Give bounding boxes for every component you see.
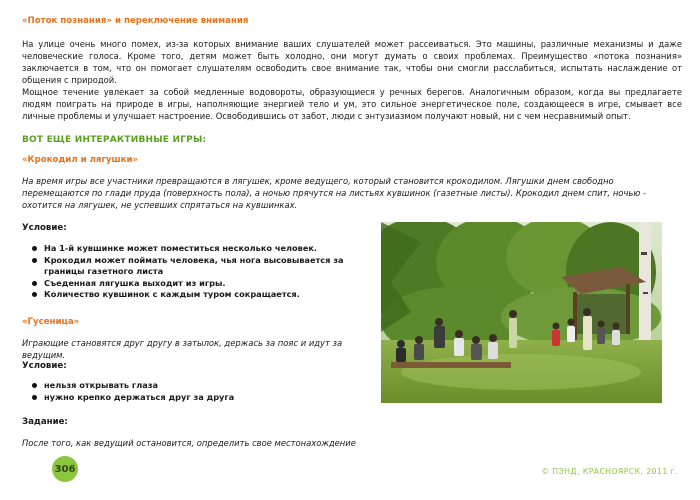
game1-conditions-label: Условие: <box>22 223 67 233</box>
page-number-badge: 306 <box>52 456 78 482</box>
paragraph-1-text: На улице очень много помех, из-за которых внимание ваших слушателей может рассеиваться. Это машины, различные механизмы и даже человеческие голоса. Кроме того, детям может быть холодно, они могут думать о своих проблемах. Преимущество «потока познания» заключается в том, что он помогает слушателям освободить свое внимание так, чтобы они смогли расслабиться, испытать наслаждение от общения с природой. <box>22 39 682 85</box>
condition-item: На 1-й кувшинке может поместиться несколько человек. <box>30 243 370 255</box>
game2-task-label: Задание: <box>22 417 68 427</box>
outdoor-group-photo <box>381 222 662 403</box>
game2-description-text: Играющие становятся друг другу в затылок, держась за пояс и идут за ведущим. <box>22 338 343 360</box>
game2-description <box>22 337 372 361</box>
game2-title: «Гусеница» <box>22 317 80 327</box>
game1-description-text: На время игры все участники превращаются в лягушек, кроме ведущего, который становится крокодилом. Лягушки днем свободно перемещаются по глади пруда (поверхность пола), а ночью прячутся на листьях кувшинок (газетные листы). Крокодил днем спит, ночью - охотится на лягушек, не успевших спрятаться на кувшинках. <box>22 176 647 210</box>
game2-task-text: После того, как ведущий остановится, определить свое местонахождение <box>22 438 356 448</box>
condition-item: нужно крепко держаться друг за друга <box>30 392 370 404</box>
game1-description <box>22 175 682 211</box>
condition-item: нельзя открывать глаза <box>30 380 370 392</box>
game1-title: «Крокодил и лягушки» <box>22 155 139 165</box>
game1-conditions-list <box>30 243 370 301</box>
paragraph-1 <box>22 38 682 86</box>
paragraph-2 <box>22 86 682 122</box>
condition-item: Крокодил может поймать человека, чья нога высовывается за границы газетного листа <box>30 255 370 278</box>
game2-task <box>22 437 372 449</box>
game2-conditions-label: Условие: <box>22 361 67 371</box>
condition-item: Съеденная лягушка выходит из игры. <box>30 278 370 290</box>
section-title-flow-of-knowledge: «Поток познания» и переключение внимания <box>22 16 249 26</box>
games-heading: ВОТ ЕЩЕ ИНТЕРАКТИВНЫЕ ИГРЫ: <box>22 135 207 145</box>
footer-copyright: © ПЭНД, КРАСНОЯРСК, 2011 г. <box>541 467 678 476</box>
paragraph-2-text: Мощное течение увлекает за собой медленные водовороты, образующиеся у речных берегов. Аналогичным образом, когда вы предлагаете людям поиграть на природе в игры, наполняющие энергией тело и ум, это сильное энергетическое поле, создающееся в игре, смывает все личные проблемы и улучшает настроение. Освободившись от забот, люди с энтузиазмом получают новый, ни с чем несравнимый опыт. <box>22 87 682 121</box>
condition-item: Количество кувшинок с каждым туром сокращается. <box>30 289 370 301</box>
game2-conditions-list <box>30 380 370 403</box>
